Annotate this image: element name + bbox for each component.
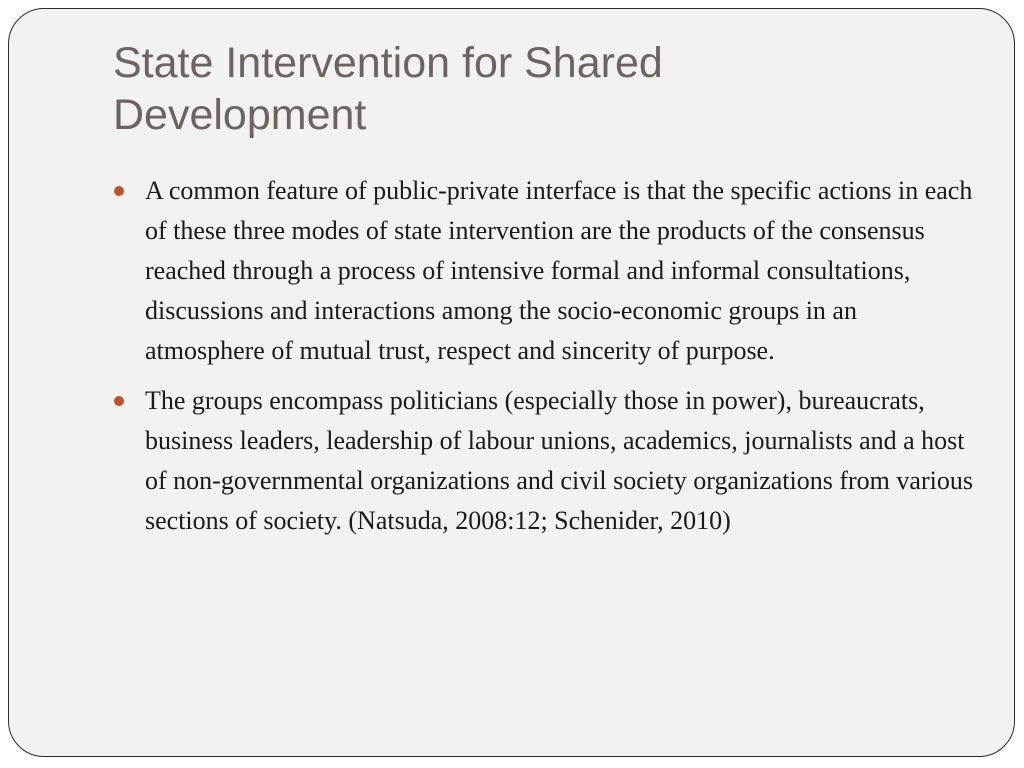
bullet-item-2 — [113, 381, 983, 541]
bullet-text-2: The groups encompass politicians (especially those in power), bureaucrats, business leaders, leadership of labour unions, academics, journalists and a host of non-governmental organizations and civil society organizations from various sections of society. (Natsuda, 2008:12; Schenider, 2010) — [145, 386, 973, 535]
slide — [8, 8, 1015, 757]
bullet-text-1: A common feature of public-private interface is that the specific actions in each of these three modes of state intervention are the products of the consensus reached through a process of intensive formal and informal consultations, discussions and interactions among the socio-economic groups in an atmosphere of mutual trust, respect and sincerity of purpose. — [145, 176, 973, 365]
bullet-list — [113, 171, 983, 541]
slide-title — [113, 37, 973, 141]
bullet-dot-icon — [114, 186, 124, 196]
bullet-dot-icon — [114, 396, 124, 406]
title-line-1: State Intervention for Shared — [113, 39, 663, 87]
bullet-item-1 — [113, 171, 983, 371]
title-line-2: Development — [113, 91, 367, 139]
